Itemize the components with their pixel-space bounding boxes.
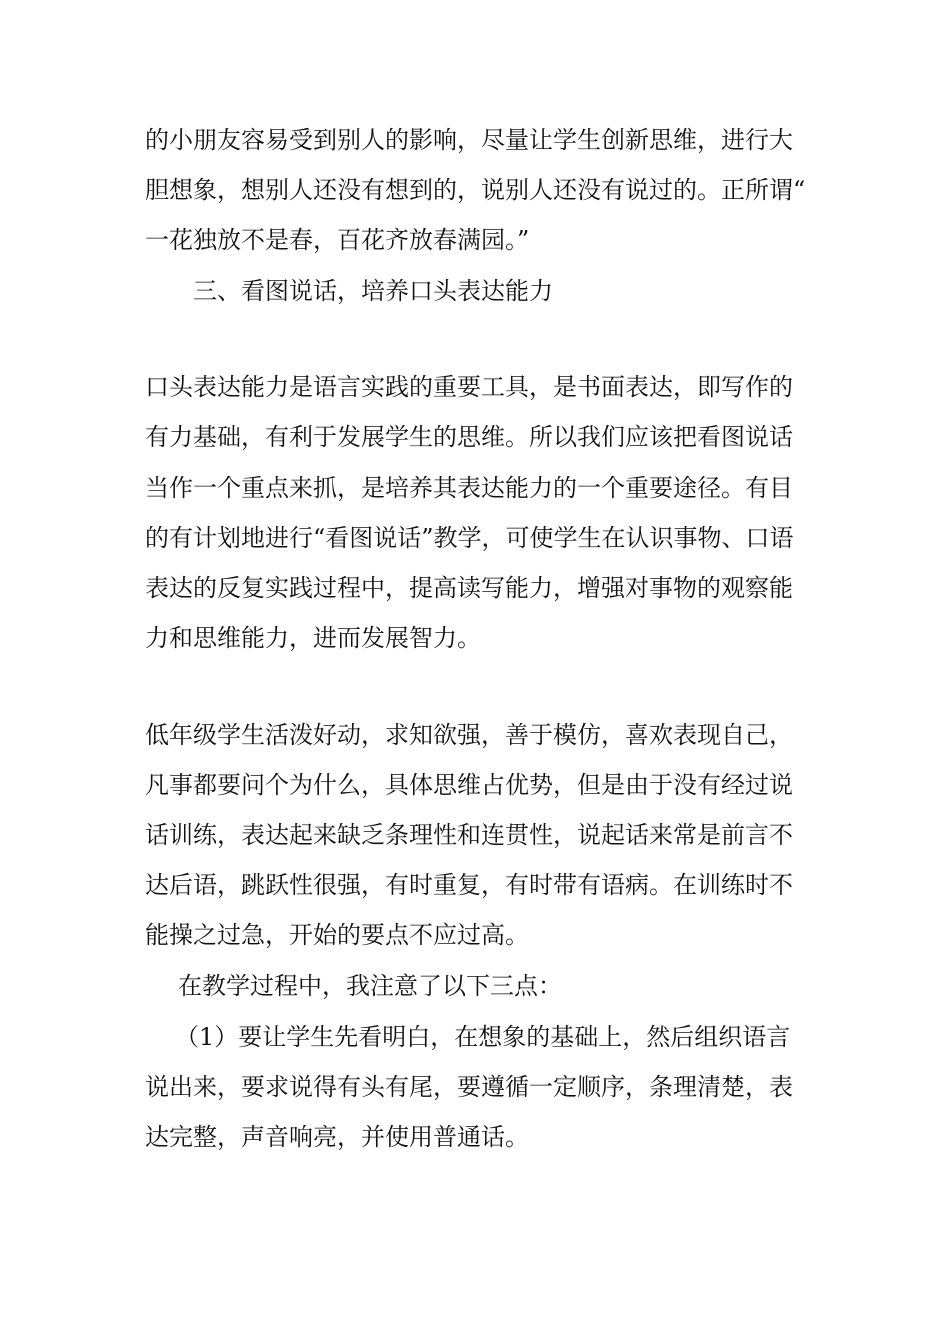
section-heading-3: 三、看图说话，培养口头表达能力 [193, 277, 553, 305]
paragraph-5-line-2: 说出来，要求说得有头有尾，要遵循一定顺序，条理清楚，表 [145, 1073, 793, 1101]
paragraph-3-line-5: 能操之过急，开始的要点不应过高。 [145, 921, 529, 949]
paragraph-3-line-1: 低年级学生活泼好动，求知欲强，善于模仿，喜欢表现自己， [145, 721, 793, 749]
paragraph-5-line-3: 达完整，声音响亮，并使用普通话。 [145, 1123, 529, 1151]
paragraph-1-line-3: 一花独放不是春，百花齐放春满园。” [145, 226, 530, 254]
paragraph-2-line-4: 的有计划地进行“看图说话”教学，可使学生在认识事物、口语 [145, 524, 794, 552]
paragraph-2-line-2: 有力基础，有利于发展学生的思维。所以我们应该把看图说话 [145, 423, 793, 451]
paragraph-2-line-6: 力和思维能力，进而发展智力。 [145, 624, 481, 652]
paragraph-3-line-4: 达后语，跳跃性很强，有时重复，有时带有语病。在训练时不 [145, 871, 793, 899]
paragraph-5-line-1: （1）要让学生先看明白，在想象的基础上，然后组织语言 [175, 1023, 791, 1051]
paragraph-1-line-2: 胆想象，想别人还没有想到的，说别人还没有说过的。正所谓“ [145, 176, 806, 204]
paragraph-1-line-1: 的小朋友容易受到别人的影响，尽量让学生创新思维，进行大 [145, 126, 793, 154]
paragraph-2-line-3: 当作一个重点来抓，是培养其表达能力的一个重要途径。有目 [145, 474, 793, 502]
paragraph-3-line-2: 凡事都要问个为什么，具体思维占优势，但是由于没有经过说 [145, 771, 793, 799]
paragraph-2-line-5: 表达的反复实践过程中，提高读写能力，增强对事物的观察能 [145, 574, 793, 602]
paragraph-4: 在教学过程中，我注意了以下三点： [178, 972, 562, 1000]
paragraph-3-line-3: 话训练，表达起来缺乏条理性和连贯性，说起话来常是前言不 [145, 821, 793, 849]
paragraph-2-line-1: 口头表达能力是语言实践的重要工具，是书面表达，即写作的 [145, 373, 793, 401]
